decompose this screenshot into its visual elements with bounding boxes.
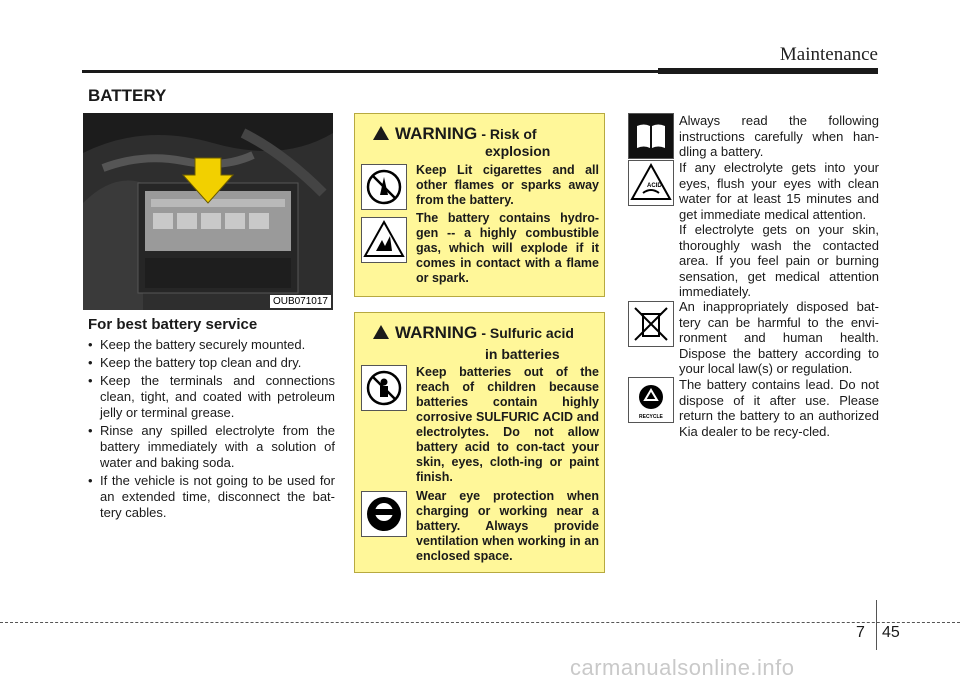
chapter-number: 7 (856, 624, 865, 641)
warning-acid-heading (373, 323, 574, 343)
recycle-icon (628, 377, 674, 423)
warning-acid-text-1: Keep batteries out of the reach of children because batteries contain highly corrosive SULFURIC ACID and electrolytes. Do not allow battery acid to con-tact your skin, eyes, cloth-ing or paint finish. (416, 365, 599, 484)
eye-protection-icon (361, 491, 407, 537)
right-paragraph-2: If any electrolyte gets into your eyes, flush your eyes with clean water for at least 15 minutes and get immediate medical attention. (679, 160, 879, 222)
best-service-heading: For best battery service (88, 316, 258, 333)
warning-explosion-text-1: Keep Lit cigarettes and all other flames or sparks away from the battery. (416, 163, 599, 207)
warning-triangle-icon (373, 325, 389, 339)
list-item: • Keep the battery securely mounted. (88, 337, 335, 353)
list-item: • Keep the terminals and connections clean, tight, and coated with petroleum jelly or terminal grease. (88, 373, 335, 421)
warning-acid-text-2: Wear eye protection when charging or working near a battery. Always provide ventilation when working in an enclosed space. (416, 489, 599, 563)
keep-from-children-icon (361, 365, 407, 411)
header-rule-accent (658, 68, 878, 74)
right-paragraph-3: If electrolyte gets on your skin, thoroughly wash the contacted area. If you feel pain or burning sensation, get medical attention immediately. (679, 222, 879, 299)
warning-subject-cont: in batteries (485, 346, 560, 362)
footer-divider (876, 600, 877, 650)
no-bin-disposal-icon (628, 301, 674, 347)
page-number: 45 (882, 624, 900, 641)
page-title: BATTERY (88, 86, 167, 105)
header-section-title: Maintenance (779, 44, 878, 65)
warning-word: WARNING (395, 124, 478, 143)
no-flame-icon (361, 164, 407, 210)
watermark: carmanualsonline.info (570, 655, 795, 680)
list-item: • If the vehicle is not going to be used for an extended time, disconnect the bat-tery cables. (88, 473, 335, 521)
warning-explosion-heading (373, 124, 537, 144)
warning-explosion-text-2: The battery contains hydro-gen -- a highly combustible gas, which will explode if it comes in contact with a flame or spark. (416, 211, 599, 285)
warning-explosion-box (354, 113, 605, 297)
warning-acid-box (354, 312, 605, 573)
right-paragraph-5: The battery contains lead. Do not dispose of it after use. Please return the battery to an authorized Kia dealer to be recy-cled. (679, 377, 879, 439)
warning-triangle-icon (373, 126, 389, 140)
warning-subject-cont: explosion (485, 143, 551, 159)
list-item: • Keep the battery top clean and dry. (88, 355, 335, 371)
right-paragraph-4: An inappropriately disposed bat-tery can be harmful to the envi-ronment and human health. Dispose the battery according to your local law(s) or regulation. (679, 299, 879, 376)
battery-photo-illustration (83, 113, 333, 310)
photo-caption: OUB071017 (270, 295, 331, 308)
warning-subject: - Risk of (481, 126, 537, 142)
acid-label: ACID (647, 183, 662, 189)
warning-subject: - Sulfuric acid (481, 325, 574, 341)
right-paragraph-1: Always read the following instructions carefully when han-dling a battery. (679, 113, 879, 159)
warning-word: WARNING (395, 323, 478, 342)
best-service-list (88, 337, 335, 523)
explosion-icon (361, 217, 407, 263)
footer-rule (0, 622, 960, 623)
corrosive-acid-icon (628, 160, 674, 206)
recycle-label: RECYCLE (639, 414, 663, 420)
list-item: • Rinse any spilled electrolyte from the battery immediately with a solution of water and baking soda. (88, 423, 335, 471)
read-manual-icon (628, 113, 674, 159)
battery-photo (83, 113, 333, 310)
